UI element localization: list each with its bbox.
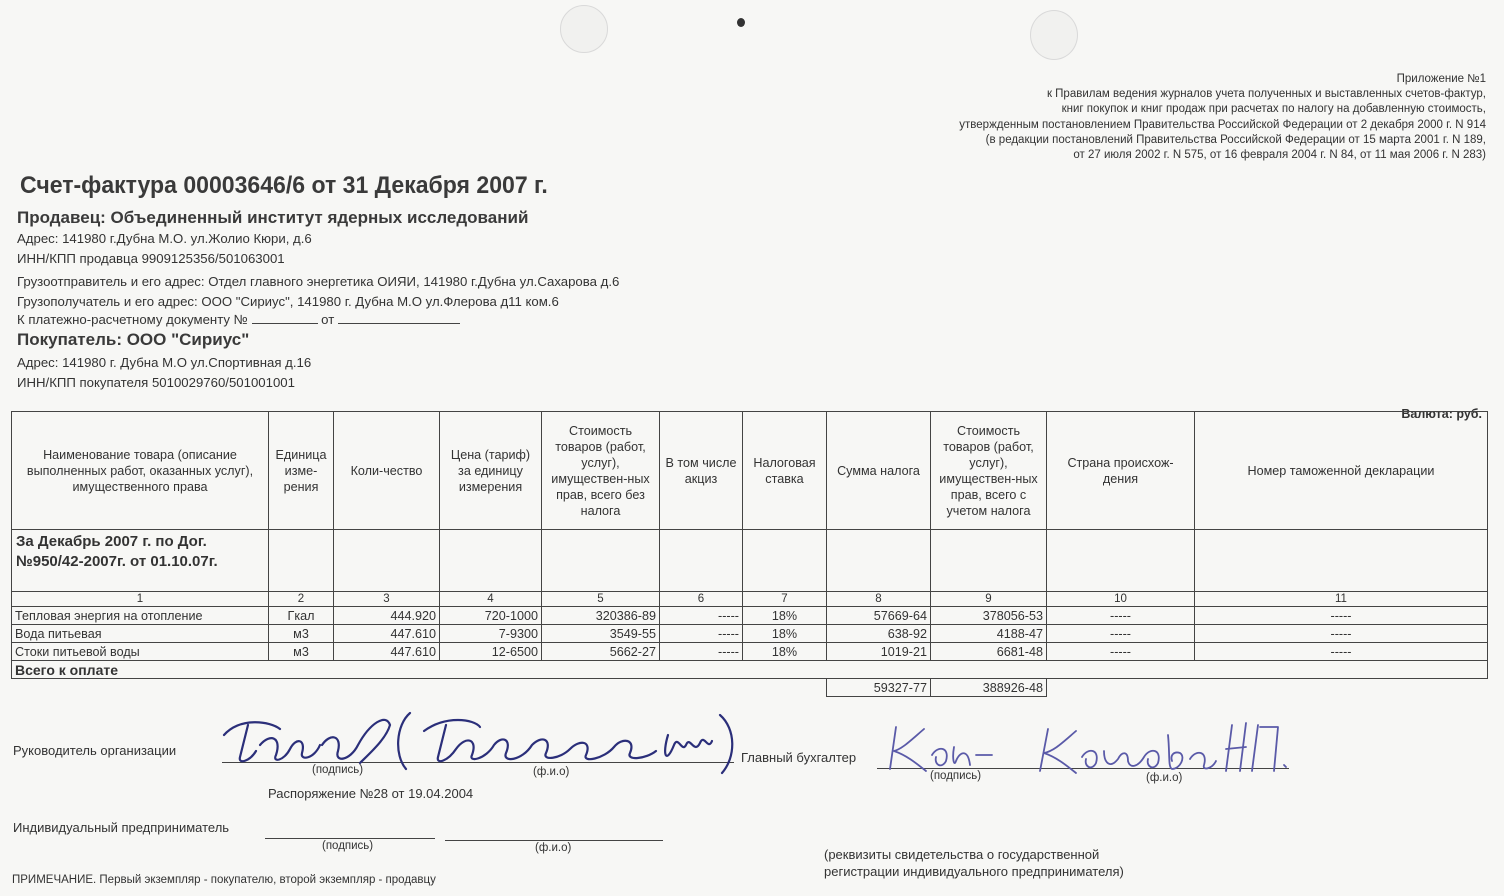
total-sum: 388926-48 <box>931 679 1047 697</box>
header-price: Цена (тариф) за единицу измерения <box>440 412 542 530</box>
item-excise: ----- <box>660 607 743 625</box>
appendix-line: (в редакции постановлений Правительства Российской Федерации от 15 марта 2001 г. N 189, <box>985 133 1486 146</box>
table-row <box>12 643 1488 661</box>
column-number: 6 <box>660 592 743 607</box>
invoice-table <box>11 411 1488 697</box>
item-price: 12-6500 <box>440 643 542 661</box>
total-row <box>12 661 1488 679</box>
head-label: Руководитель организации <box>13 743 177 758</box>
column-number: 4 <box>440 592 542 607</box>
item-declaration: ----- <box>1195 643 1488 661</box>
item-tax: 1019-21 <box>827 643 931 661</box>
period-row <box>12 530 1488 592</box>
invoice-title: Счет-фактура 00003646/6 от 31 Декабря 2007 г. <box>20 172 548 199</box>
order-reference: Распоряжение №28 от 19.04.2004 <box>268 786 474 801</box>
punch-hole-right <box>1030 10 1078 60</box>
header-cost: Стоимость товаров (работ, услуг), имуществен-ных прав, всего без налога <box>542 412 660 530</box>
item-qty: 444.920 <box>334 607 440 625</box>
item-name: Тепловая энергия на отопление <box>12 607 269 625</box>
column-number: 2 <box>269 592 334 607</box>
item-total: 6681-48 <box>931 643 1047 661</box>
item-excise: ----- <box>660 625 743 643</box>
item-rate: 18% <box>743 643 827 661</box>
column-number: 8 <box>827 592 931 607</box>
item-price: 720-1000 <box>440 607 542 625</box>
item-unit: м3 <box>269 625 334 643</box>
accountant-handwritten-signature <box>880 715 1300 785</box>
table-header-row <box>12 412 1488 530</box>
item-qty: 447.610 <box>334 625 440 643</box>
column-number: 10 <box>1047 592 1195 607</box>
item-price: 7-9300 <box>440 625 542 643</box>
item-unit: м3 <box>269 643 334 661</box>
footnote: ПРИМЕЧАНИЕ. Первый экземпляр - покупателю, второй экземпляр - продавцу <box>12 874 436 886</box>
item-rate: 18% <box>743 625 827 643</box>
item-country: ----- <box>1047 607 1195 625</box>
consignee: Грузополучатель и его адрес: ООО "Сириус", 141980 г. Дубна М.О ул.Флерова д11 ком.6 <box>17 294 559 309</box>
payment-doc-number-line <box>252 311 318 324</box>
currency-label: Валюта: руб. <box>1401 407 1482 421</box>
appendix-note <box>959 72 1486 163</box>
seller-heading: Продавец: Объединенный институт ядерных исследований <box>17 208 529 227</box>
entrepreneur-fio-line <box>445 840 663 841</box>
column-number: 5 <box>542 592 660 607</box>
accountant-label: Главный бухгалтер <box>741 750 857 765</box>
appendix-line: от 27 июля 2002 г. N 575, от 16 февраля 2004 г. N 84, от 11 мая 2006 г. N 283) <box>1073 149 1486 162</box>
item-cost: 5662-27 <box>542 643 660 661</box>
item-declaration: ----- <box>1195 607 1488 625</box>
total-tax: 59327-77 <box>827 679 931 697</box>
item-total: 378056-53 <box>931 607 1047 625</box>
accountant-fio-caption: (ф.и.о) <box>1146 772 1183 784</box>
item-unit: Гкал <box>269 607 334 625</box>
item-qty: 447.610 <box>334 643 440 661</box>
header-country: Страна происхож-дения <box>1047 412 1195 530</box>
item-declaration: ----- <box>1195 625 1488 643</box>
header-declaration: Номер таможенной декларации <box>1195 412 1488 530</box>
header-excise: В том числе акциз <box>660 412 743 530</box>
accountant-sign-caption: (подпись) <box>930 770 982 782</box>
item-tax: 638-92 <box>827 625 931 643</box>
column-number: 11 <box>1195 592 1488 607</box>
column-number: 7 <box>743 592 827 607</box>
column-numbers-row <box>12 592 1488 607</box>
head-sign-caption: (подпись) <box>312 764 364 776</box>
entrepreneur-fio-caption: (ф.и.о) <box>535 842 572 854</box>
header-qty: Коли-чество <box>334 412 440 530</box>
payment-document <box>17 311 460 327</box>
column-number: 1 <box>12 592 269 607</box>
header-total: Стоимость товаров (работ, услуг), имуществен-ных прав, всего с учетом налога <box>931 412 1047 530</box>
item-country: ----- <box>1047 625 1195 643</box>
appendix-line: Приложение №1 <box>1396 73 1486 85</box>
table-row <box>12 625 1488 643</box>
column-number: 9 <box>931 592 1047 607</box>
header-unit: Единица изме-рения <box>269 412 334 530</box>
seller-address: Адрес: 141980 г.Дубна М.О. ул.Жолио Кюри, д.6 <box>17 231 312 246</box>
item-tax: 57669-64 <box>827 607 931 625</box>
column-number: 3 <box>334 592 440 607</box>
item-name: Вода питьевая <box>12 625 269 643</box>
ink-dot <box>737 18 745 27</box>
item-cost: 3549-55 <box>542 625 660 643</box>
header-tax: Сумма налога <box>827 412 931 530</box>
appendix-line: утвержденным постановлением Правительства Российской Федерации от 2 декабря 2000 г. N 914 <box>959 118 1486 131</box>
item-cost: 320386-89 <box>542 607 660 625</box>
buyer-inn: ИНН/КПП покупателя 5010029760/501001001 <box>17 375 295 390</box>
item-total: 4188-47 <box>931 625 1047 643</box>
period-cell: За Декабрь 2007 г. по Дог.№950/42-2007г. от 01.10.07г. <box>12 530 269 592</box>
buyer-heading: Покупатель: ООО "Сириус" <box>17 330 250 349</box>
buyer-address: Адрес: 141980 г. Дубна М.О ул.Спортивная д.16 <box>17 355 312 370</box>
table-row <box>12 607 1488 625</box>
entrepreneur-sign-line <box>265 838 435 839</box>
total-values-row <box>12 679 1488 697</box>
appendix-line: к Правилам ведения журналов учета полученных и выставленных счетов-фактур, <box>1046 88 1486 101</box>
item-rate: 18% <box>743 607 827 625</box>
header-rate: Налоговая ставка <box>743 412 827 530</box>
payment-doc-date-line <box>338 311 460 324</box>
entrepreneur-label: Индивидуальный предприниматель <box>13 820 230 835</box>
item-excise: ----- <box>660 643 743 661</box>
total-label: Всего к оплате <box>12 661 1488 679</box>
seller-inn: ИНН/КПП продавца 9909125356/501063001 <box>17 251 285 266</box>
header-name: Наименование товара (описание выполненных работ, оказанных услуг), имущественного права <box>12 412 269 530</box>
registration-note: (реквизиты свидетельства о государственной регистрации индивидуального предпринимателя) <box>824 847 1124 879</box>
appendix-line: книг покупок и книг продаж при расчетах по налогу на добавленную стоимость, <box>1061 103 1486 116</box>
punch-hole-left <box>560 5 608 53</box>
payment-doc-from: от <box>321 312 335 327</box>
item-country: ----- <box>1047 643 1195 661</box>
head-handwritten-signature <box>210 705 750 785</box>
head-fio-caption: (ф.и.о) <box>533 766 570 778</box>
item-name: Стоки питьевой воды <box>12 643 269 661</box>
entrepreneur-sign-caption: (подпись) <box>322 840 374 852</box>
payment-doc-label: К платежно-расчетному документу № <box>17 312 248 327</box>
shipper: Грузоотправитель и его адрес: Отдел главного энергетика ОИЯИ, 141980 г.Дубна ул.Сахарова д.6 <box>17 274 620 289</box>
